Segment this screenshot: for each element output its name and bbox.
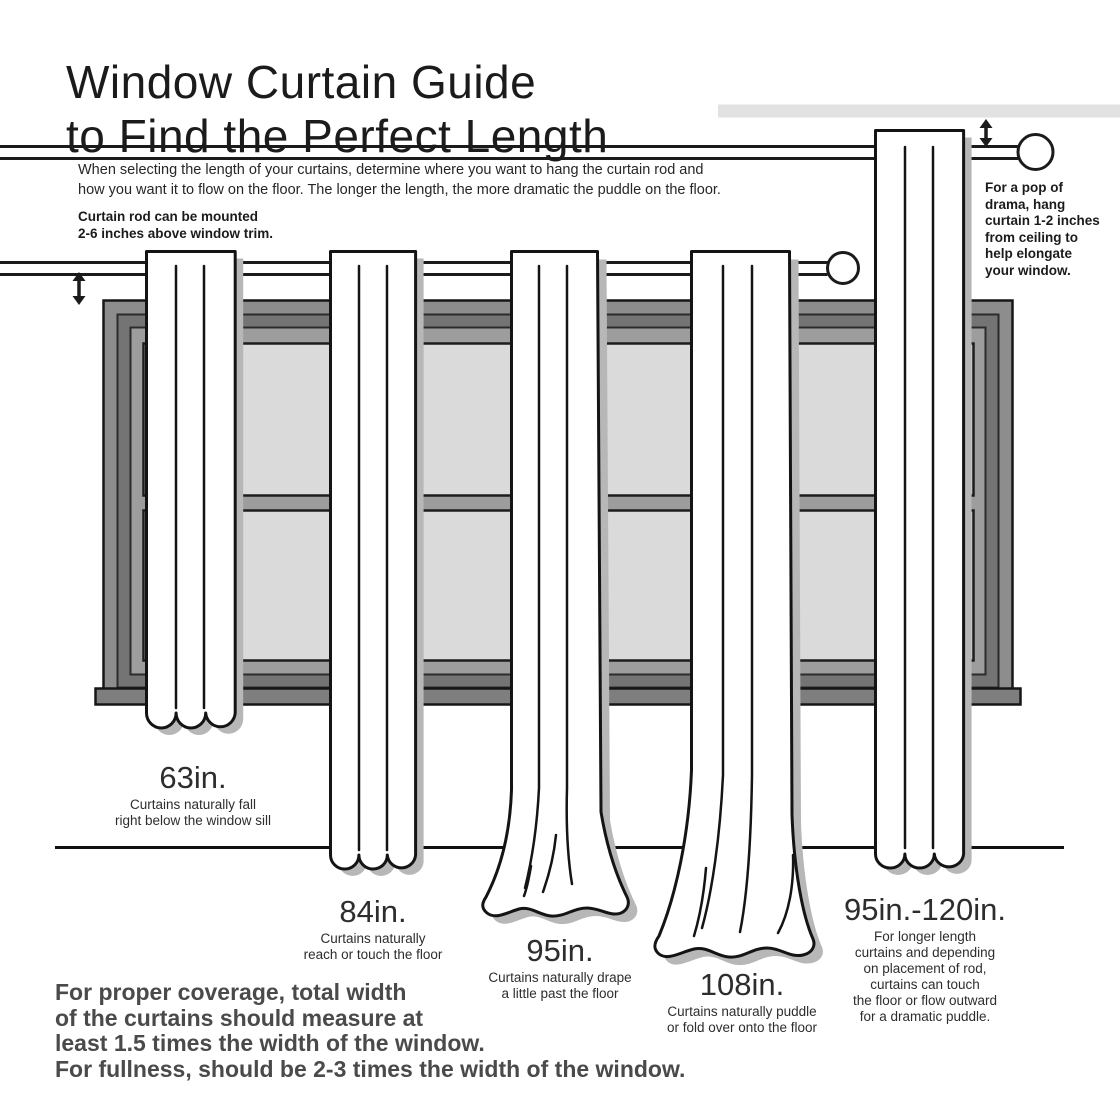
- intro-paragraph: When selecting the length of your curtains, determine where you want to hang the curtain rod and how you want it to flow on the floor. The longer the length, the more dramatic the puddle on the floor.: [78, 162, 721, 198]
- rod-mount-note: Curtain rod can be mounted 2-6 inches above window trim.: [78, 209, 274, 241]
- curtain-description: Curtains naturally puddle or fold over onto the floor: [666, 1004, 818, 1035]
- curtain-length: 63in.: [159, 760, 227, 795]
- curtain-description: Curtains naturally reach or touch the floor: [303, 931, 443, 962]
- ceiling-hang-note: For a pop of drama, hang curtain 1-2 inches from ceiling to help elongate your window.: [985, 180, 1100, 278]
- ceiling-bar: [718, 105, 1120, 118]
- curtain-length: 108in.: [699, 967, 785, 1002]
- curtain-label-95-120in: [843, 892, 1007, 1025]
- curtain-description: Curtains naturally drape a little past the floor: [488, 970, 632, 1001]
- window-rod-finial: [828, 253, 859, 284]
- page-title: [66, 55, 608, 163]
- curtain-length: 95in.-120in.: [843, 892, 1007, 927]
- curtain-95-120in: [876, 131, 972, 876]
- ceiling-spacing-arrow-icon: [980, 119, 993, 147]
- curtain-label-84in: [303, 894, 443, 963]
- curtain-84in: [331, 252, 424, 877]
- page-title-line2: to Find the Perfect Length: [66, 109, 609, 162]
- curtain-63in: [147, 252, 244, 736]
- rod-spacing-arrow-icon: [73, 272, 86, 305]
- page-title-line1: Window Curtain Guide: [66, 55, 537, 108]
- curtain-description: Curtains naturally fall right below the window sill: [114, 797, 272, 828]
- curtain-length: 84in.: [339, 894, 407, 929]
- coverage-note: For proper coverage, total width of the curtains should measure at least 1.5 times the width of the window. For fullness, should be 2-3 times the width of the window.: [55, 979, 686, 1082]
- curtain-description: For longer length curtains and depending on placement of rod, curtains can touch the floor or flow outward for a dramatic puddle.: [852, 929, 998, 1024]
- curtain-length: 95in.: [526, 933, 594, 968]
- curtain-label-108in: [666, 967, 818, 1036]
- ceiling-rod-finial: [1018, 135, 1053, 170]
- curtain-label-63in: [114, 760, 272, 829]
